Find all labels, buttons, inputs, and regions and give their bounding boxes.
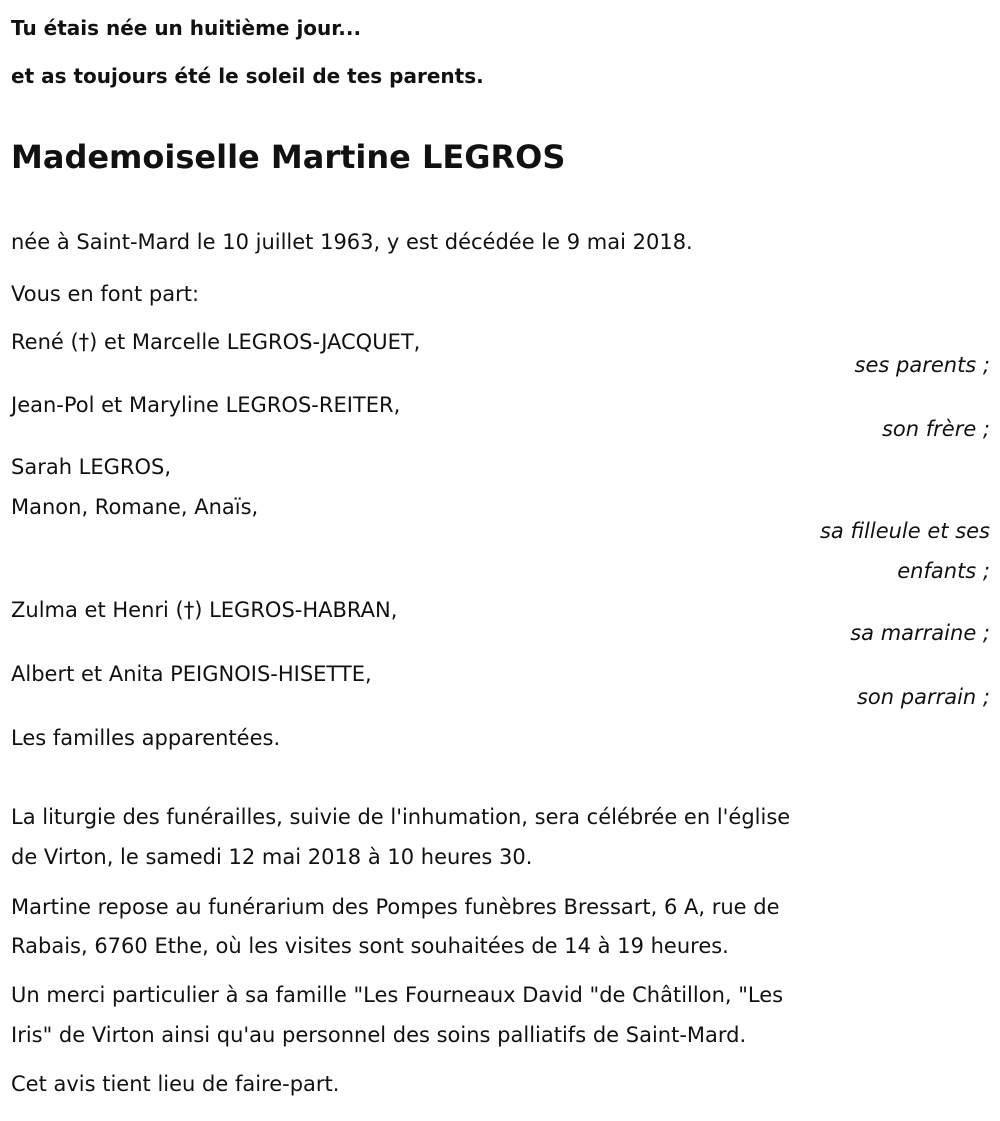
family-relation: son parrain ;	[856, 685, 990, 709]
family-relation: ses parents ;	[854, 353, 990, 377]
visitation-paragraph: Rabais, 6760 Ethe, où les visites sont souhaitées de 14 à 19 heures.	[11, 934, 729, 958]
family-names: Albert et Anita PEIGNOIS-HISETTE,	[11, 662, 372, 686]
family-relation: son frère ;	[881, 417, 990, 441]
relatives-line: Les familles apparentées.	[11, 726, 281, 750]
thanks-paragraph: Iris" de Virton ainsi qu'au personnel des soins palliatifs de Saint-Mard.	[11, 1023, 747, 1047]
intro-line: Vous en font part:	[11, 282, 200, 306]
funeral-paragraph: de Virton, le samedi 12 mai 2018 à 10 heures 30.	[11, 845, 533, 869]
thanks-paragraph: Un merci particulier à sa famille "Les Fourneaux David "de Châtillon, "Les	[11, 983, 784, 1007]
birth-death-line: née à Saint-Mard le 10 juillet 1963, y est décédée le 9 mai 2018.	[11, 230, 693, 254]
family-relation: sa filleule et ses	[819, 519, 990, 543]
family-names: René (†) et Marcelle LEGROS-JACQUET,	[11, 330, 421, 354]
family-names: Sarah LEGROS,	[11, 455, 172, 479]
family-relation: sa marraine ;	[850, 621, 990, 645]
family-names: Jean-Pol et Maryline LEGROS-REITER,	[11, 393, 401, 417]
page-title: Mademoiselle Martine LEGROS	[11, 138, 566, 176]
visitation-paragraph: Martine repose au funérarium des Pompes funèbres Bressart, 6 A, rue de	[11, 895, 780, 919]
family-names: Zulma et Henri (†) LEGROS-HABRAN,	[11, 598, 398, 622]
funeral-paragraph: La liturgie des funérailles, suivie de l'inhumation, sera célébrée en l'église	[11, 805, 791, 829]
epigraph-line-2: et as toujours été le soleil de tes parents.	[11, 64, 484, 88]
family-names: Manon, Romane, Anaïs,	[11, 495, 259, 519]
closing-line: Cet avis tient lieu de faire-part.	[11, 1072, 340, 1096]
family-relation: enfants ;	[897, 559, 990, 583]
epigraph-line-1: Tu étais née un huitième jour...	[11, 16, 362, 40]
